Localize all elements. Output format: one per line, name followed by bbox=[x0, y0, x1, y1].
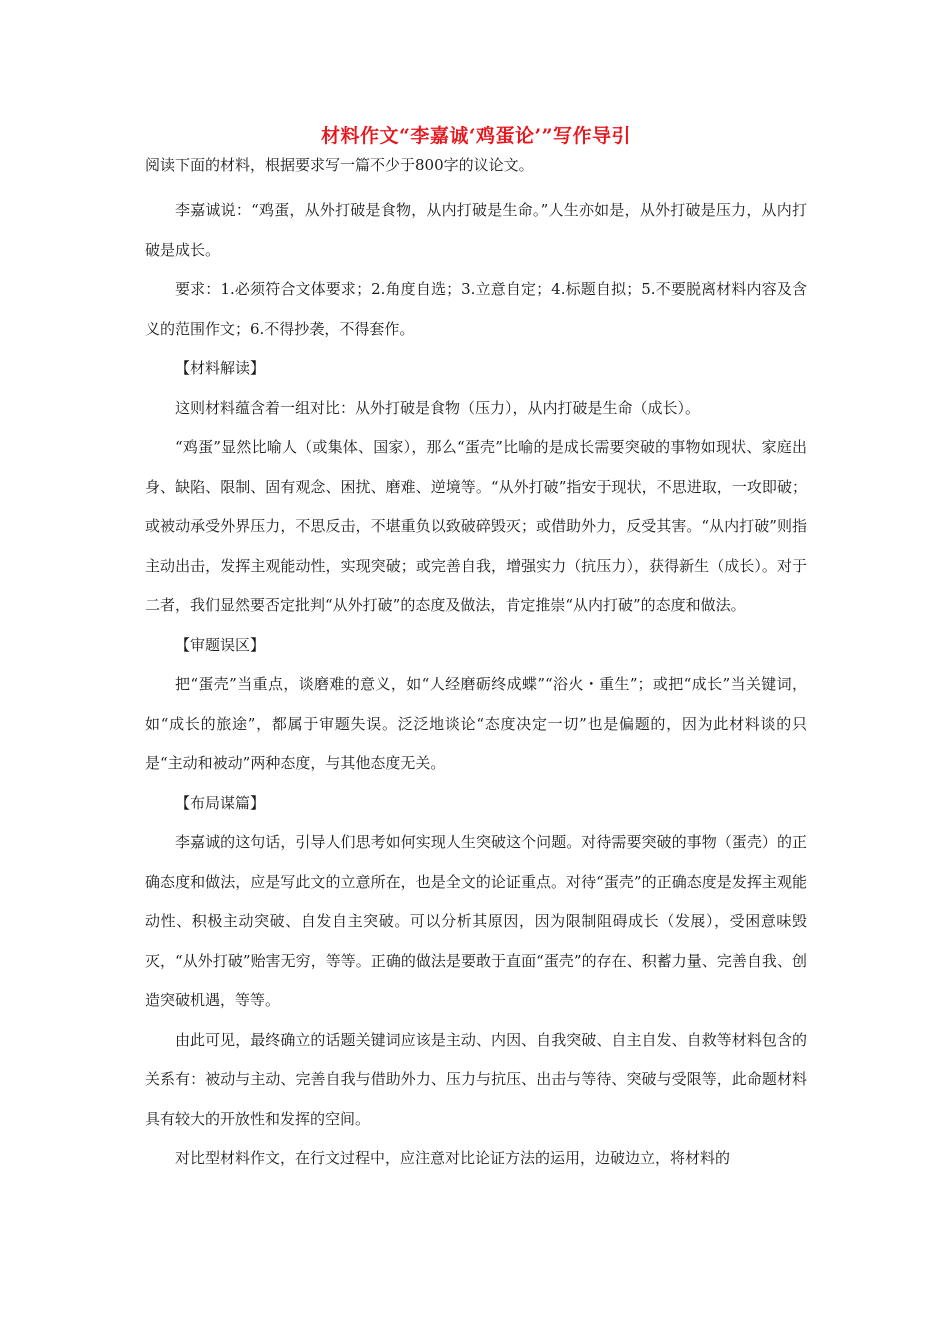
layout-paragraph-3: 对比型材料作文，在行文过程中，应注意对比论证方法的运用，边破边立，将材料的 bbox=[175, 1149, 731, 1167]
requirements-paragraph: 要求：1.必须符合文体要求；2.角度自选；3.立意自定；4.标题自拟；5.不要脱离材料内容及含义的范围作文；6.不得抄袭，不得套作。 bbox=[145, 280, 807, 338]
section-heading-material-reading: 【材料解读】 bbox=[175, 359, 266, 377]
material-reading-paragraph-2: “鸡蛋”显然比喻人（或集体、国家），那么“蛋壳”比喻的是成长需要突破的事物如现状、家庭出身、缺陷、限制、固有观念、困扰、磨难、逆境等。“从外打破”指安于现状，不思进取，一攻即破；或被动承受外界压力，不思反击，不堪重负以致破碎毁灭；或借助外力，反受其害。“从内打破”则指主动出击，发挥主观能动性，实现突破；或完善自我，增强实力（抗压力），获得新生（成长）。对于二者，我们显然要否定批判“从外打破”的态度及做法，肯定推崇“从内打破”的态度和做法。 bbox=[145, 438, 807, 614]
material-reading-paragraph-1: 这则材料蕴含着一组对比：从外打破是食物（压力），从内打破是生命（成长）。 bbox=[175, 398, 701, 417]
section-heading-layout: 【布局谋篇】 bbox=[175, 793, 266, 812]
intro-paragraph: 阅读下面的材料，根据要求写一篇不少于800字的议论文。 bbox=[145, 156, 534, 174]
material-paragraph: 李嘉诚说：“鸡蛋，从外打破是食物，从内打破是生命。”人生亦如是，从外打破是压力，从内打破是成长。 bbox=[145, 201, 807, 259]
layout-paragraph-2: 由此可见，最终确立的话题关键词应该是主动、内因、自我突破、自主自发、自救等材料包含的关系有：被动与主动、完善自我与借助外力、压力与抗压、出击与等待、突破与受限等，此命题材料具有较大的开放性和发挥的空间。 bbox=[145, 1030, 807, 1128]
misconceptions-paragraph: 把“蛋壳”当重点，谈磨难的意义，如“人经磨砺终成蝶”“浴火・重生”；或把“成长”当关键词，如“成长的旅途”，都属于审题失误。泛泛地谈论“态度决定一切”也是偏题的，因为此材料谈的只是“主动和被动”两种态度，与其他态度无关。 bbox=[145, 675, 807, 772]
document-title: 材料作文“李嘉诚‘鸡蛋论’”写作导引 bbox=[320, 125, 632, 147]
section-heading-misconceptions: 【审题误区】 bbox=[175, 635, 266, 654]
document-page bbox=[145, 118, 807, 1179]
layout-paragraph-1: 李嘉诚的这句话，引导人们思考如何实现人生突破这个问题。对待需要突破的事物（蛋壳）的正确态度和做法，应是写此文的立意所在，也是全文的论证重点。对待“蛋壳”的正确态度是发挥主观能动性、积极主动突破、自发自主突破。可以分析其原因，因为限制阻碍成长（发展），受困意味毁灭，“从外打破”贻害无穷，等等。正确的做法是要敢于直面“蛋壳”的存在、积蓄力量、完善自我、创造突破机遇，等等。 bbox=[145, 833, 807, 1009]
